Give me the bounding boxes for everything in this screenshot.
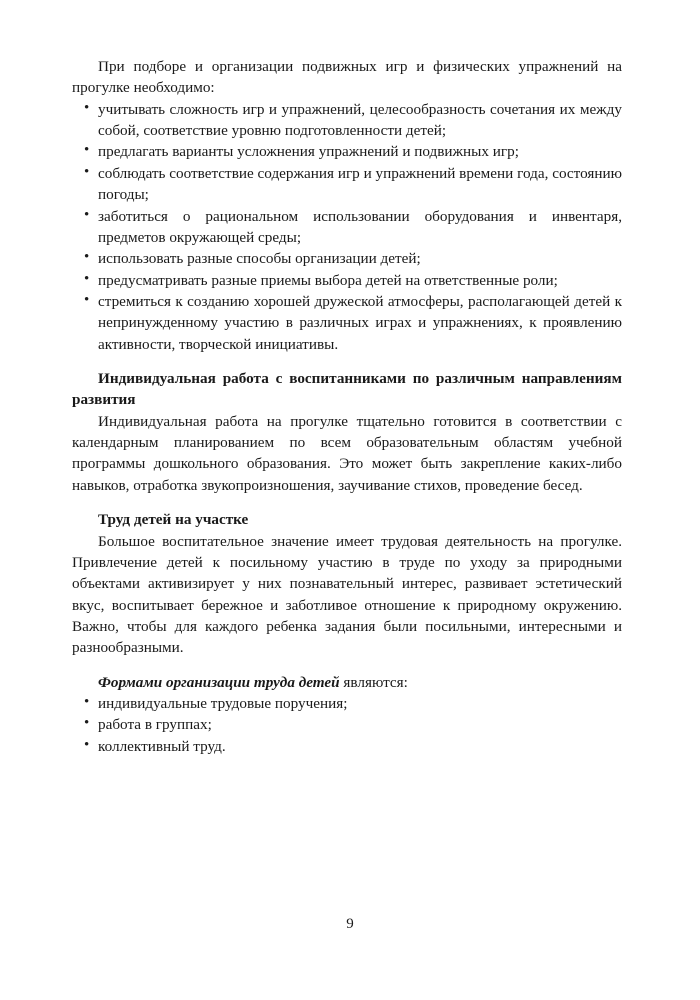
section-heading-labor: Труд детей на участке xyxy=(98,511,249,529)
section-paragraph-individual-work: Индивидуальная работа на прогулке тщательно готовится в соответствии с календарным планированием по всем образовательным областям учебной программы дошкольного образования. Это может быть закрепление каких-либо навыков, отработка звукопроизношения, заучивание стихов, проведение бесед. xyxy=(72,412,622,494)
labor-forms-lead-rest: являются: xyxy=(339,673,408,691)
list-item: • учитывать сложность игр и упражнений, целесообразность сочетания их между собой, соответствие уровню подготовленности детей; xyxy=(72,99,622,142)
list-item: • предлагать варианты усложнения упражнений и подвижных игр; xyxy=(72,141,622,162)
intro-paragraph: При подборе и организации подвижных игр и физических упражнений на прогулке необходимо: xyxy=(72,58,622,97)
page-body xyxy=(72,56,622,757)
section-heading-individual-work: Индивидуальная работа с воспитанниками по различным направлениям развития xyxy=(72,370,622,409)
labor-forms-lead xyxy=(72,672,622,693)
list-item: • работа в группах; xyxy=(72,714,622,735)
labor-forms-bullet-list xyxy=(72,693,622,757)
list-item: • предусматривать разные приемы выбора детей на ответственные роли; xyxy=(72,270,622,291)
page-number: 9 xyxy=(346,916,354,932)
intro-bullet-list xyxy=(72,99,622,355)
labor-forms-lead-italic: Формами организации труда детей xyxy=(98,673,340,691)
list-item: • использовать разные способы организации детей; xyxy=(72,248,622,269)
list-item: • индивидуальные трудовые поручения; xyxy=(72,693,622,714)
list-item: • коллективный труд. xyxy=(72,736,622,757)
section-paragraph-labor: Большое воспитательное значение имеет трудовая деятельность на прогулке. Привлечение детей к посильному участию в труде по уходу за природными объектами активизирует у них познавательный интерес, развивает эстетический вкус, воспитывает бережное и заботливое отношение к природному окружению. Важно, чтобы для каждого ребенка задания были посильными, интересными и разнообразными. xyxy=(72,532,622,657)
list-item: • стремиться к созданию хорошей дружеской атмосферы, располагающей детей к непринужденному участию в различных играх и упражнениях, к проявлению активности, творческой инициативы. xyxy=(72,291,622,355)
list-item: • соблюдать соответствие содержания игр и упражнений времени года, состоянию погоды; xyxy=(72,163,622,206)
list-item: • заботиться о рациональном использовании оборудования и инвентаря, предметов окружающей среды; xyxy=(72,206,622,249)
